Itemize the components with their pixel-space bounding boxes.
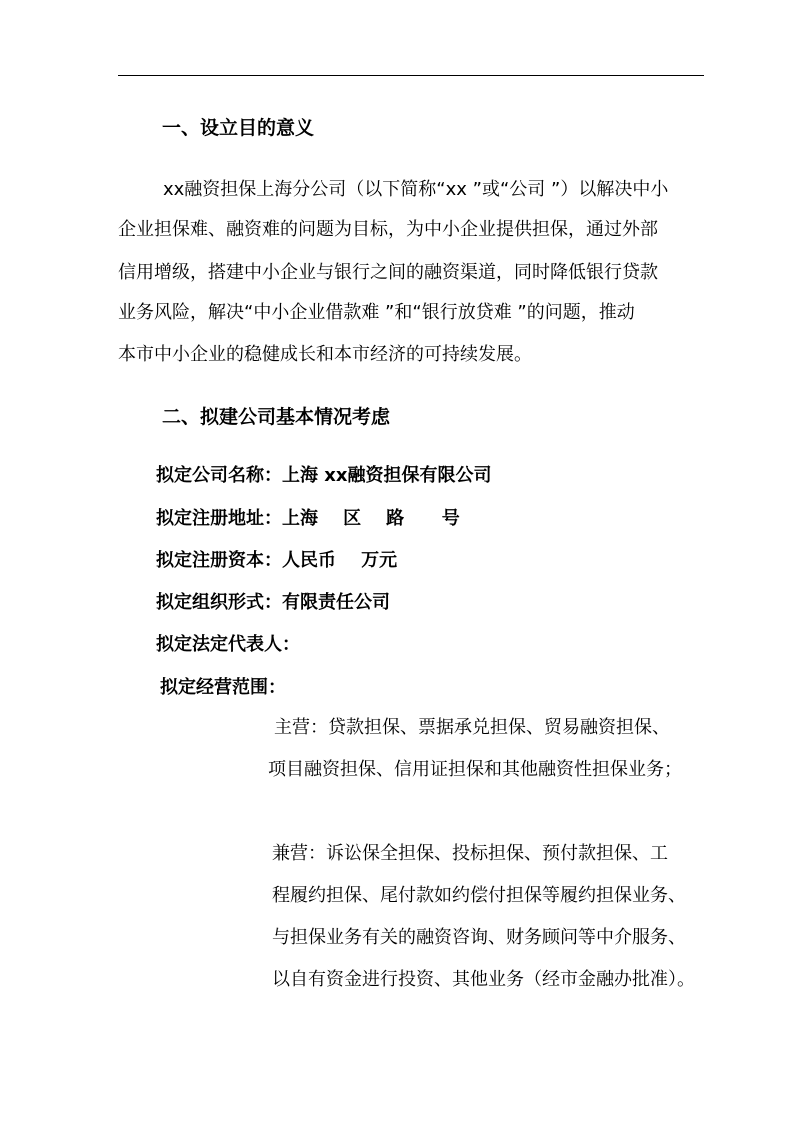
section-1-paragraph-line-4: 业务风险，解决“中小企业借款难 ”和“银行放贷难 ”的问题，推动 <box>118 302 635 323</box>
side-business-line-1: 兼营：诉讼保全担保、投标担保、预付款担保、工 <box>272 843 668 864</box>
registered-capital-item: 拟定注册资本：人民币 万元 <box>156 550 398 571</box>
main-business-line-1: 主营：贷款担保、票据承兑担保、贸易融资担保、 <box>274 717 670 738</box>
section-1-paragraph-line-2: 企业担保难、融资难的问题为目标，为中小企业提供担保，通过外部 <box>118 219 658 240</box>
side-business-line-2: 程履约担保、尾付款如约偿付担保等履约担保业务、 <box>272 885 686 906</box>
main-business-line-2: 项目融资担保、信用证担保和其他融资性担保业务； <box>268 759 682 780</box>
legal-representative-item: 拟定法定代表人： <box>156 634 300 655</box>
section-1-paragraph-line-5: 本市中小企业的稳健成长和本市经济的可持续发展。 <box>118 344 532 365</box>
section-2-heading: 二、拟建公司基本情况考虑 <box>162 406 391 428</box>
section-1-paragraph-line-3: 信用增级，搭建中小企业与银行之间的融资渠道，同时降低银行贷款 <box>118 262 658 283</box>
side-business-line-4: 以自有资金进行投资、其他业务（经市金融办批准）。 <box>272 969 695 990</box>
organization-form-item: 拟定组织形式：有限责任公司 <box>156 592 390 613</box>
business-scope-item: 拟定经营范围： <box>160 677 286 698</box>
header-rule <box>118 75 704 76</box>
company-name-item: 拟定公司名称：上海 xx融资担保有限公司 <box>156 465 492 486</box>
side-business-line-3: 与担保业务有关的融资咨询、财务顾问等中介服务、 <box>272 927 686 948</box>
registered-address-item: 拟定注册地址：上海 区 路 号 <box>156 508 460 529</box>
section-1-heading: 一、设立目的意义 <box>162 117 315 139</box>
section-1-paragraph-line-1: xx融资担保上海分公司（以下简称“xx ”或“公司 ”）以解决中小 <box>163 179 669 200</box>
